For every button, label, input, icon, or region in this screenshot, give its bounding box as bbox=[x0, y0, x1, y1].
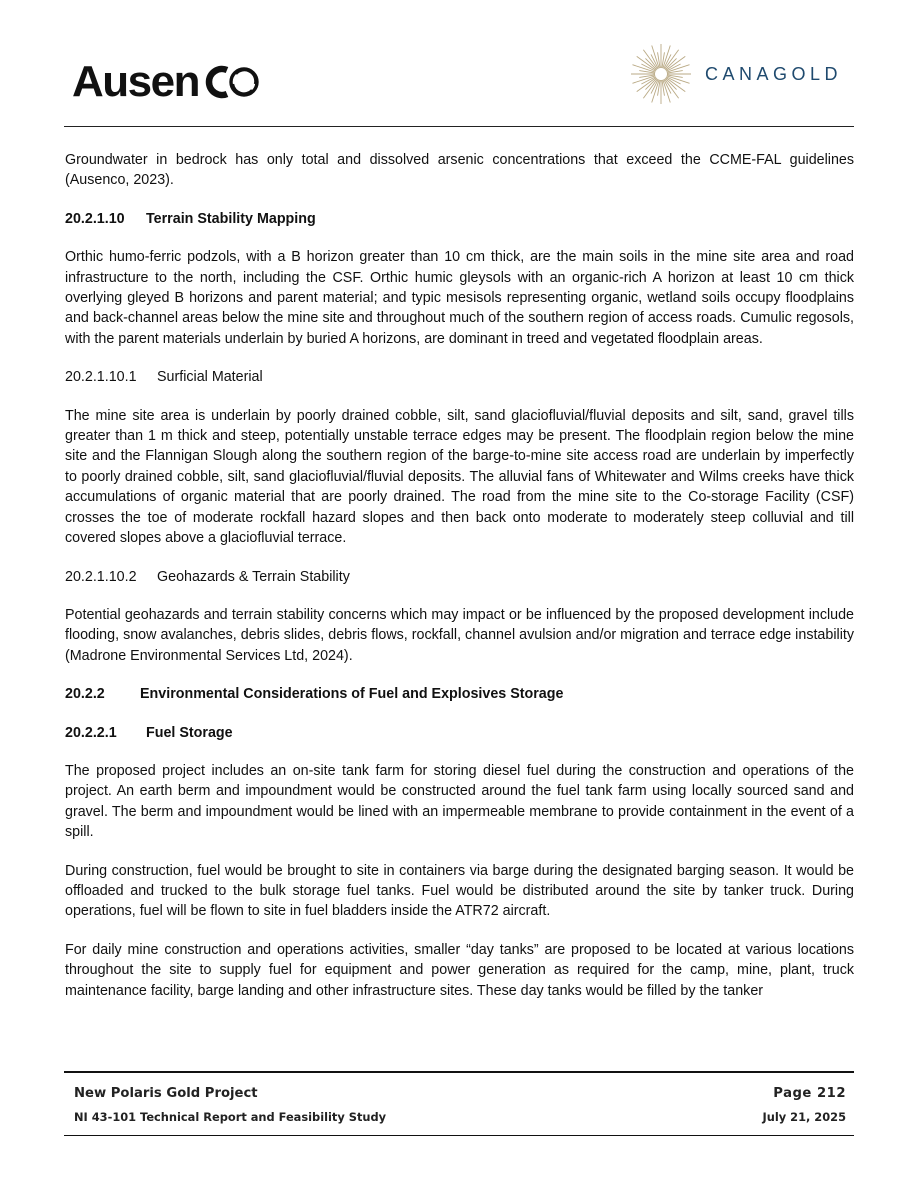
ausenco-logo-text: Ausen bbox=[72, 57, 199, 106]
canagold-logo bbox=[629, 42, 842, 106]
footer-report-title: NI 43-101 Technical Report and Feasibility Study bbox=[74, 1110, 387, 1124]
section-heading-20-2-2: 20.2.2 Environmental Considerations of Fuel and Explosives Storage bbox=[65, 686, 564, 703]
section-heading-20-2-1-10: 20.2.1.10 Terrain Stability Mapping bbox=[65, 210, 316, 227]
paragraph: Potential geohazards and terrain stability concerns which may impact or be influenced by the proposed development include flooding, snow avalanches, debris slides, debris flows, rockfall, channel avulsion and/or migration and terrace edge instability (Madrone Environmental Services Ltd, 2024). bbox=[65, 606, 854, 664]
header-divider bbox=[64, 126, 854, 127]
document-body bbox=[65, 150, 854, 1001]
paragraph: The proposed project includes an on-site tank farm for storing diesel fuel during the construction and operations of the project. An earth berm and impoundment would be constructed around the fuel tank farm using locally sourced sand and gravel. The berm and impoundment would be lined with an impermeable membrane to provide containment in the event of a spill. bbox=[65, 762, 854, 841]
footer-divider-bottom bbox=[64, 1135, 854, 1136]
page-footer bbox=[74, 1083, 846, 1131]
page-header bbox=[64, 40, 854, 128]
section-heading-20-2-2-1: 20.2.2.1 Fuel Storage bbox=[65, 724, 233, 741]
footer-date: July 21, 2025 bbox=[762, 1110, 846, 1124]
canagold-sun-icon bbox=[629, 42, 693, 106]
footer-divider-top bbox=[64, 1071, 854, 1073]
footer-project-name: New Polaris Gold Project bbox=[74, 1086, 258, 1101]
ausenco-logo bbox=[72, 58, 262, 106]
paragraph: The mine site area is underlain by poorly drained cobble, silt, sand glaciofluvial/fluvial deposits and silt, sand, gravel tills greater than 1 m thick and steep, potentially unstable terrace edges may be present. The floodplain region below the mine site and the Flannigan Slough along the southern region of the barge-to-mine site access road are underlain by imperfectly to poorly drained cobble, silt, sand glaciofluvial/fluvial deposits. The alluvial fans of Whitewater and Wilms creeks have thick accumulations of organic material that are poorly drained. The road from the mine site to the Co-storage Facility (CSF) crosses the toe of moderate rockfall hazard slopes and then back onto moderate to moderately steep colluvial and till covered slopes above a glaciofluvial terrace. bbox=[65, 407, 854, 547]
section-heading-20-2-1-10-1: 20.2.1.10.1 Surficial Material bbox=[65, 369, 263, 386]
paragraph: Groundwater in bedrock has only total and dissolved arsenic concentrations that exceed the CCME-FAL guidelines (Ausenco, 2023). bbox=[65, 152, 854, 189]
canagold-logo-text: CANAGOLD bbox=[704, 63, 842, 84]
paragraph: During construction, fuel would be brought to site in containers via barge during the designated barging season. It would be offloaded and trucked to the bulk storage fuel tanks. Fuel would be distributed around the site by tanker truck. During operations, fuel will be flown to site in fuel bladders inside the ATR72 aircraft. bbox=[65, 862, 854, 920]
section-heading-20-2-1-10-2: 20.2.1.10.2 Geohazards & Terrain Stability bbox=[65, 568, 350, 585]
paragraph: Orthic humo-ferric podzols, with a B horizon greater than 10 cm thick, are the main soils in the mine site area and road infrastructure to the north, including the CSF. Orthic humic gleysols with an organic-rich A horizon at least 10 cm thick overlying gleyed B horizons and parent material; and typic mesisols representing organic, wetland soils occupy floodplains and back-channel areas below the mine site and throughout much of the southern region of access roads. Cumulic regosols, with the parent materials underlain by buried A horizons, are dominant in treed and vegetated floodplain areas. bbox=[65, 249, 854, 347]
ausenco-swirl-icon bbox=[200, 62, 262, 102]
footer-page-number: Page 212 bbox=[773, 1086, 846, 1101]
paragraph: For daily mine construction and operations activities, smaller “day tanks” are proposed to be located at various locations throughout the site to supply fuel for equipment and power generation as required for the camp, mine, plant, truck maintenance facility, barge landing and other infrastructure sites. These day tanks would be filled by the tanker bbox=[65, 941, 854, 999]
